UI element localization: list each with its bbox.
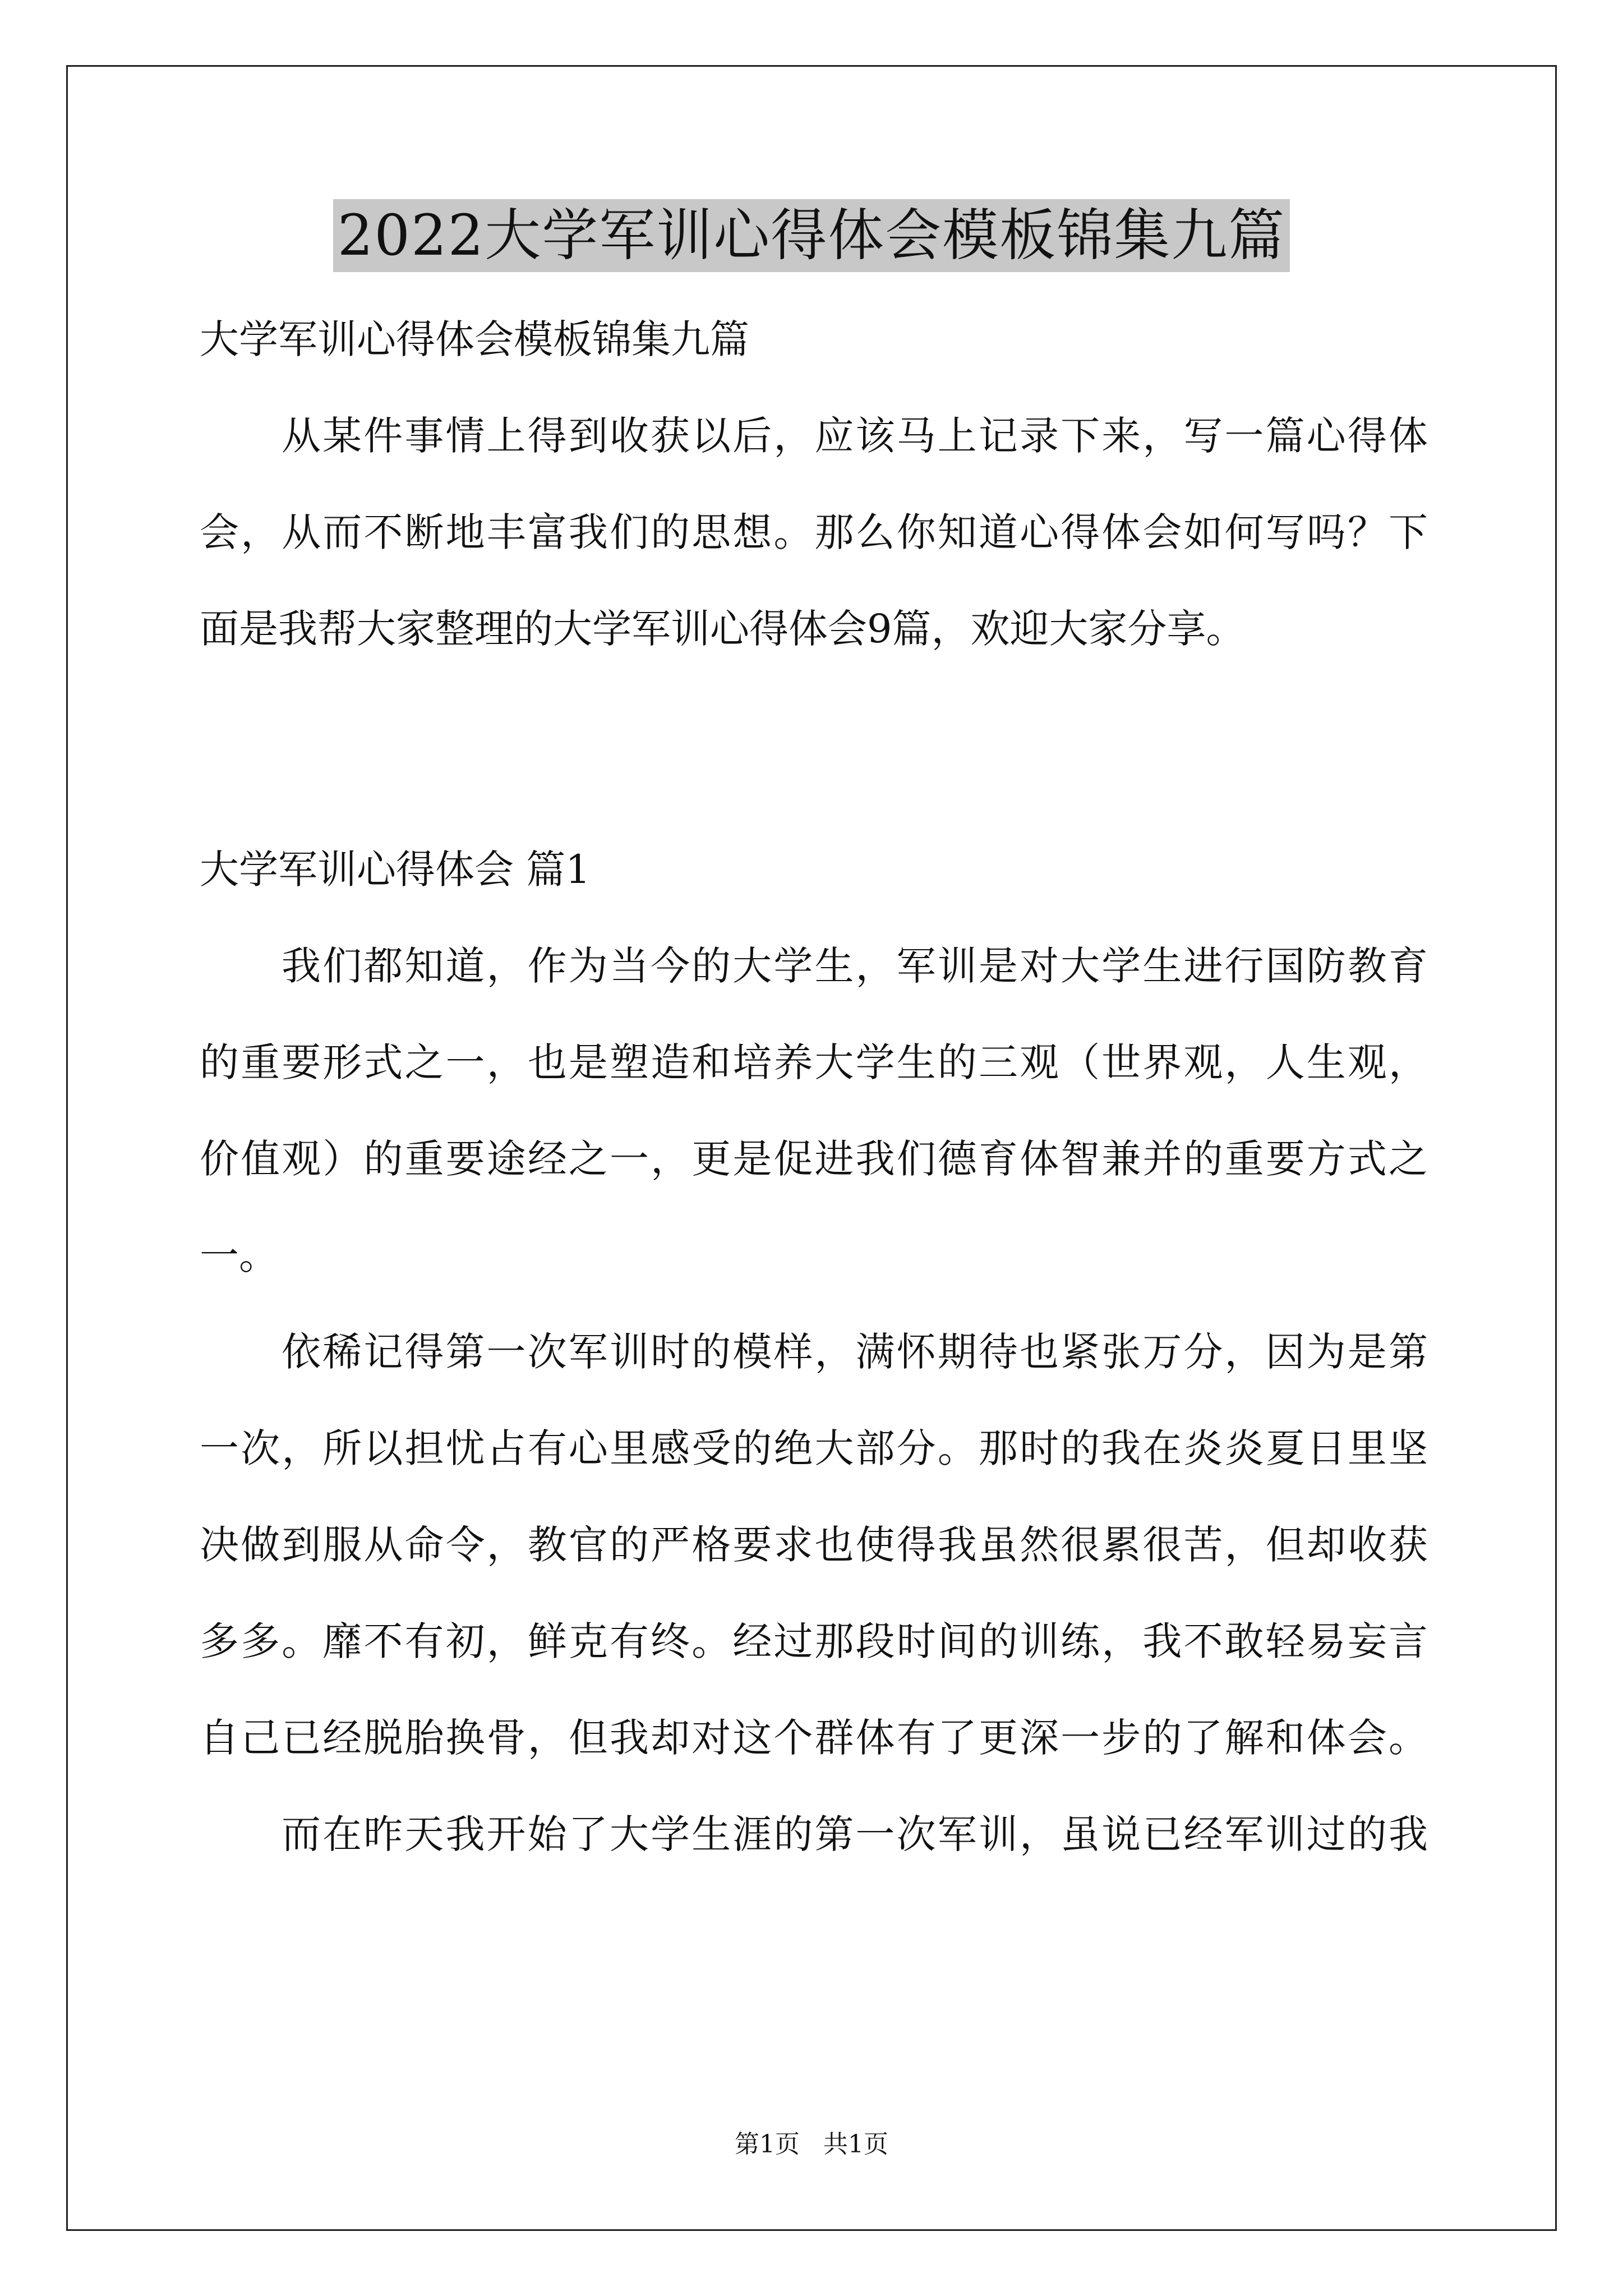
title-container (0, 199, 1623, 272)
page-number: 第1页 (735, 2130, 800, 2159)
intro-line: 从某件事情上得到收获以后，应该马上记录下来，写一篇心得体 (282, 413, 1428, 459)
paragraph-line: 我们都知道，作为当今的大学生，军训是对大学生进行国防教育 (282, 943, 1428, 989)
paragraph-line: 多多。靡不有初，鲜克有终。经过那段时间的训练，我不敢轻易妄言 (200, 1618, 1428, 1664)
paragraph-line: 一。 (200, 1232, 278, 1278)
paragraph-line: 自己已经脱胎换骨，但我却对这个群体有了更深一步的了解和体会。 (200, 1715, 1428, 1761)
page-total: 共1页 (823, 2130, 888, 2159)
paragraph-line: 一次，所以担忧占有心里感受的绝大部分。那时的我在炎炎夏日里坚 (200, 1425, 1428, 1471)
paragraph-line: 决做到服从命令，教官的严格要求也使得我虽然很累很苦，但却收获 (200, 1522, 1428, 1568)
page-footer (0, 2128, 1623, 2161)
paragraph-line: 而在昨天我开始了大学生涯的第一次军训，虽说已经军训过的我 (282, 1811, 1428, 1857)
paragraph-line: 的重要形式之一，也是塑造和培养大学生的三观（世界观，人生观， (200, 1039, 1428, 1085)
subtitle: 大学军训心得体会模板锦集九篇 (200, 316, 749, 362)
intro-line: 面是我帮大家整理的大学军训心得体会9篇，欢迎大家分享。 (200, 606, 1246, 652)
document-title: 2022大学军训心得体会模板锦集九篇 (333, 199, 1290, 272)
paragraph-line: 价值观）的重要途经之一，更是促进我们德育体智兼并的重要方式之 (200, 1136, 1428, 1182)
intro-line: 会，从而不断地丰富我们的思想。那么你知道心得体会如何写吗？下 (200, 509, 1428, 555)
section-heading: 大学军训心得体会 篇1 (200, 846, 591, 892)
paragraph-line: 依稀记得第一次军训时的模样，满怀期待也紧张万分，因为是第 (282, 1329, 1428, 1375)
